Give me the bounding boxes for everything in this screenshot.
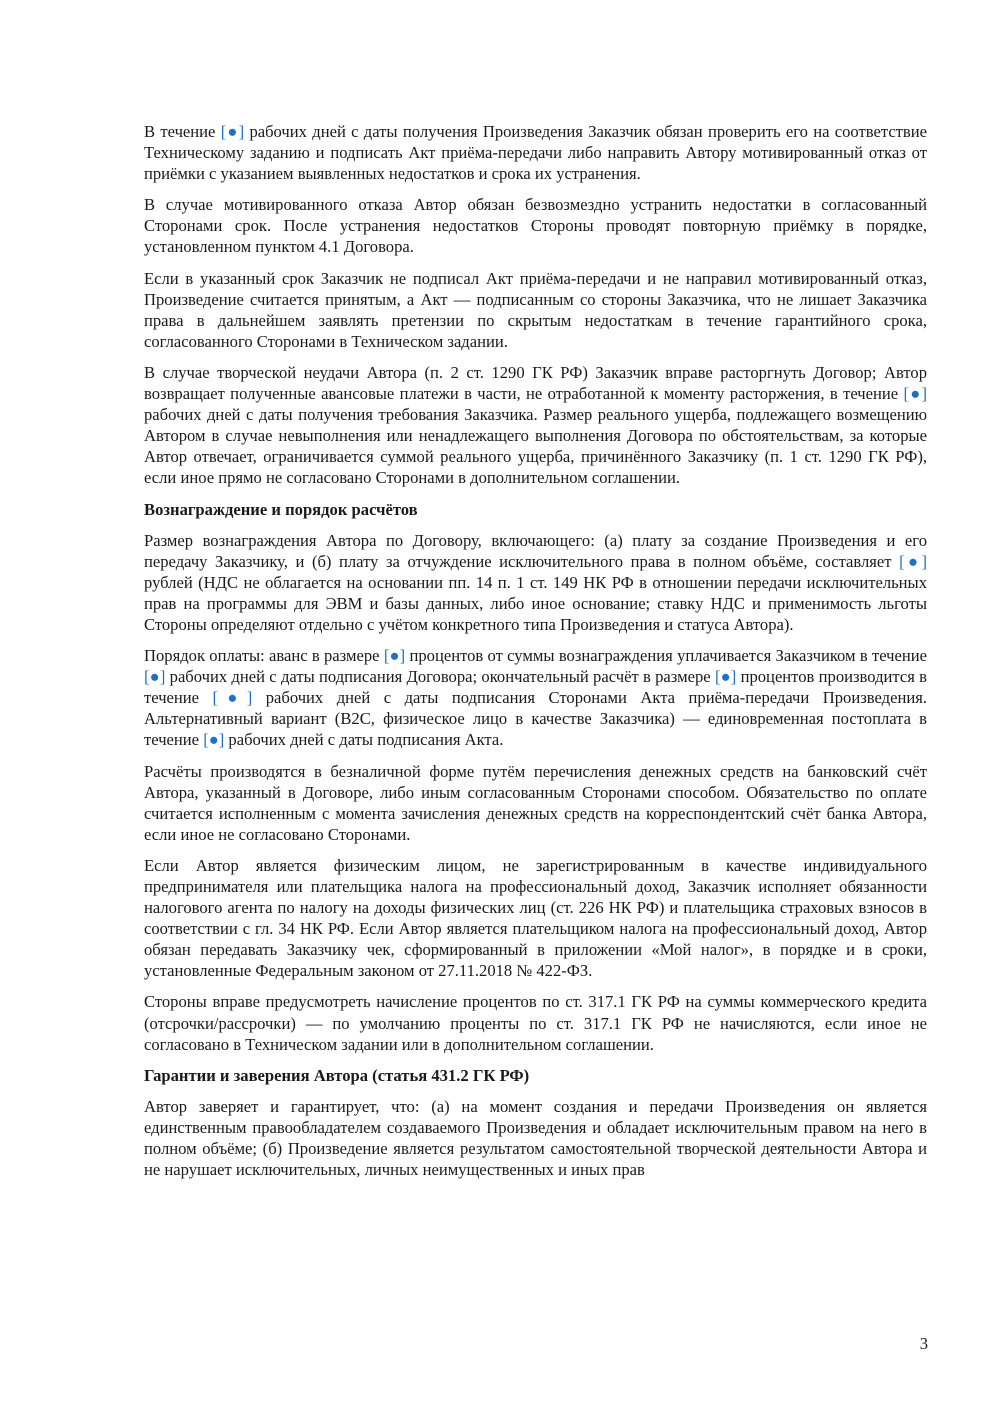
placeholder-field: [●] [220, 122, 245, 141]
placeholder-field: [●] [899, 551, 928, 571]
section-heading [144, 499, 927, 520]
text-run: Стороны вправе предусмотреть начисление процентов по ст. 317.1 ГК РФ на суммы коммерческого кредита (отсрочки/рассрочки) — по умолчанию проценты по ст. 317.1 ГК РФ не начисляются, если иное не согласовано в Техническом задании или в дополнительном соглашении. [144, 992, 927, 1054]
text-run: рабочих дней с даты подписания Сторонами Акта приёма-передачи Произведения. Альтернативный вариант (B2C, физическое лицо в качестве Заказчика) — единовременная постоплата в течение [144, 688, 927, 750]
placeholder-field: [●] [212, 688, 253, 708]
text-run: Если в указанный срок Заказчик не подписал Акт приёма-передачи и не направил мотивированный отказ, Произведение считается принятым, а Акт — подписанным со стороны Заказчика, что не лишает Заказчика права в дальнейшем заявлять претензии по скрытым недостаткам в течение гарантийного срока, согласованного Сторонами в Техническом задании. [144, 268, 927, 351]
section-heading [144, 1065, 927, 1086]
text-run: Автор заверяет и гарантирует, что: (а) на момент создания и передачи Произведения он является единственным правообладателем создаваемого Произведения и обладает исключительным правом на него в полном объёме; (б) Произведение является результатом самостоятельной творческой деятельности Автора и не нарушает исключительных, личных неимущественных и иных прав [144, 1096, 927, 1180]
text-run: В случае мотивированного отказа Автор обязан безвозмездно устранить недостатки в согласованный Сторонами срок. После устранения недостатков Стороны проводят повторную приёмку в порядке, установленном пунктом 4.1 Договора. [144, 195, 927, 257]
text-run: В случае творческой неудачи Автора (п. 2 ст. 1290 ГК РФ) Заказчик вправе расторгнуть Договор; Автор возвращает полученные авансовые платежи в части, не отработанной к моменту расторжения, в течение [144, 362, 927, 404]
text-run: процентов от суммы вознаграждения уплачивается Заказчиком в течение [405, 646, 927, 666]
text-run: Расчёты производятся в безналичной форме путём перечисления денежных средств на банковский счёт Автора, указанный в Договоре, либо иным согласованным Сторонами способом. Обязательство по оплате считается исполненным с момента зачисления денежных средств на корреспондентский счёт банка Автора, если иное не согласовано Сторонами. [144, 761, 927, 844]
placeholder-field: [●] [903, 384, 927, 404]
text-run: Гарантии и заверения Автора (статья 431.2 ГК РФ) [144, 1065, 530, 1085]
paragraph [144, 855, 927, 982]
text-run: рабочих дней с даты подписания Акта. [224, 730, 504, 750]
text-run: рабочих дней с даты получения требования Заказчика. Размер реального ущерба, подлежащего возмещению Автором в случае невыполнения или ненадлежащего выполнения Договора по обстоятельствам, за которые Автор отвечает, ограничивается суммой реального ущерба, причинённого Заказчику (п. 1 ст. 1290 ГК РФ), если иное прямо не согласовано Сторонами в дополнительном соглашении. [144, 405, 927, 488]
paragraph [144, 268, 927, 352]
text-run: рублей (НДС не облагается на основании пп. 14 п. 1 ст. 149 НК РФ в отношении передачи исключительных прав на программы для ЭВМ и базы данных, либо иное основание; ставку НДС и применимость льготы Стороны определяют отдельно с учётом конкретного типа Произведения и статуса Автора). [144, 572, 927, 634]
paragraph [144, 1096, 927, 1180]
placeholder-field: [●] [144, 667, 166, 687]
text-run: Размер вознаграждения Автора по Договору, включающего: (а) плату за создание Произведения и его передачу Заказчику, и (б) плату за отчуждение исключительного права в полном объёме, составляет [144, 530, 927, 571]
text-run: Порядок оплаты: аванс в размере [144, 646, 384, 666]
paragraph [144, 761, 927, 845]
text-run: Если Автор является физическим лицом, не зарегистрированным в качестве индивидуального предпринимателя или плательщика налога на профессиональный доход, Заказчик исполняет обязанности налогового агента по налогу на доходы физических лиц (ст. 226 НК РФ) и плательщика страховых взносов в соответствии с гл. 34 НК РФ. Если Автор является плательщиком налога на профессиональный доход, Автор обязан передавать Заказчику чек, сформированный в приложении «Мой налог», в порядке и в сроки, установленные Федеральным законом от 27.11.2018 № 422-ФЗ. [144, 855, 927, 981]
text-run: рабочих дней с даты получения Произведения Заказчик обязан проверить его на соответствие Техническому заданию и подписать Акт приёма-передачи либо направить Автору мотивированный отказ от приёмки с указанием выявленных недостатков и срока их устранения. [144, 122, 928, 184]
paragraph [144, 991, 927, 1054]
paragraph [144, 121, 927, 184]
paragraph [144, 530, 927, 635]
paragraph [144, 645, 927, 750]
text-run: В течение [144, 122, 221, 141]
page-number: 3 [919, 1334, 928, 1353]
paragraph [144, 194, 927, 257]
paragraph [144, 362, 927, 489]
text-run: рабочих дней с даты подписания Договора; окончательный расчёт в размере [165, 667, 715, 687]
text-run: Вознаграждение и порядок расчётов [144, 499, 418, 519]
placeholder-field: [●] [383, 646, 406, 666]
placeholder-field: [●] [203, 730, 225, 750]
document-body [144, 121, 927, 1190]
text-run: процентов производится в течение [144, 667, 927, 708]
placeholder-field: [●] [714, 667, 737, 687]
